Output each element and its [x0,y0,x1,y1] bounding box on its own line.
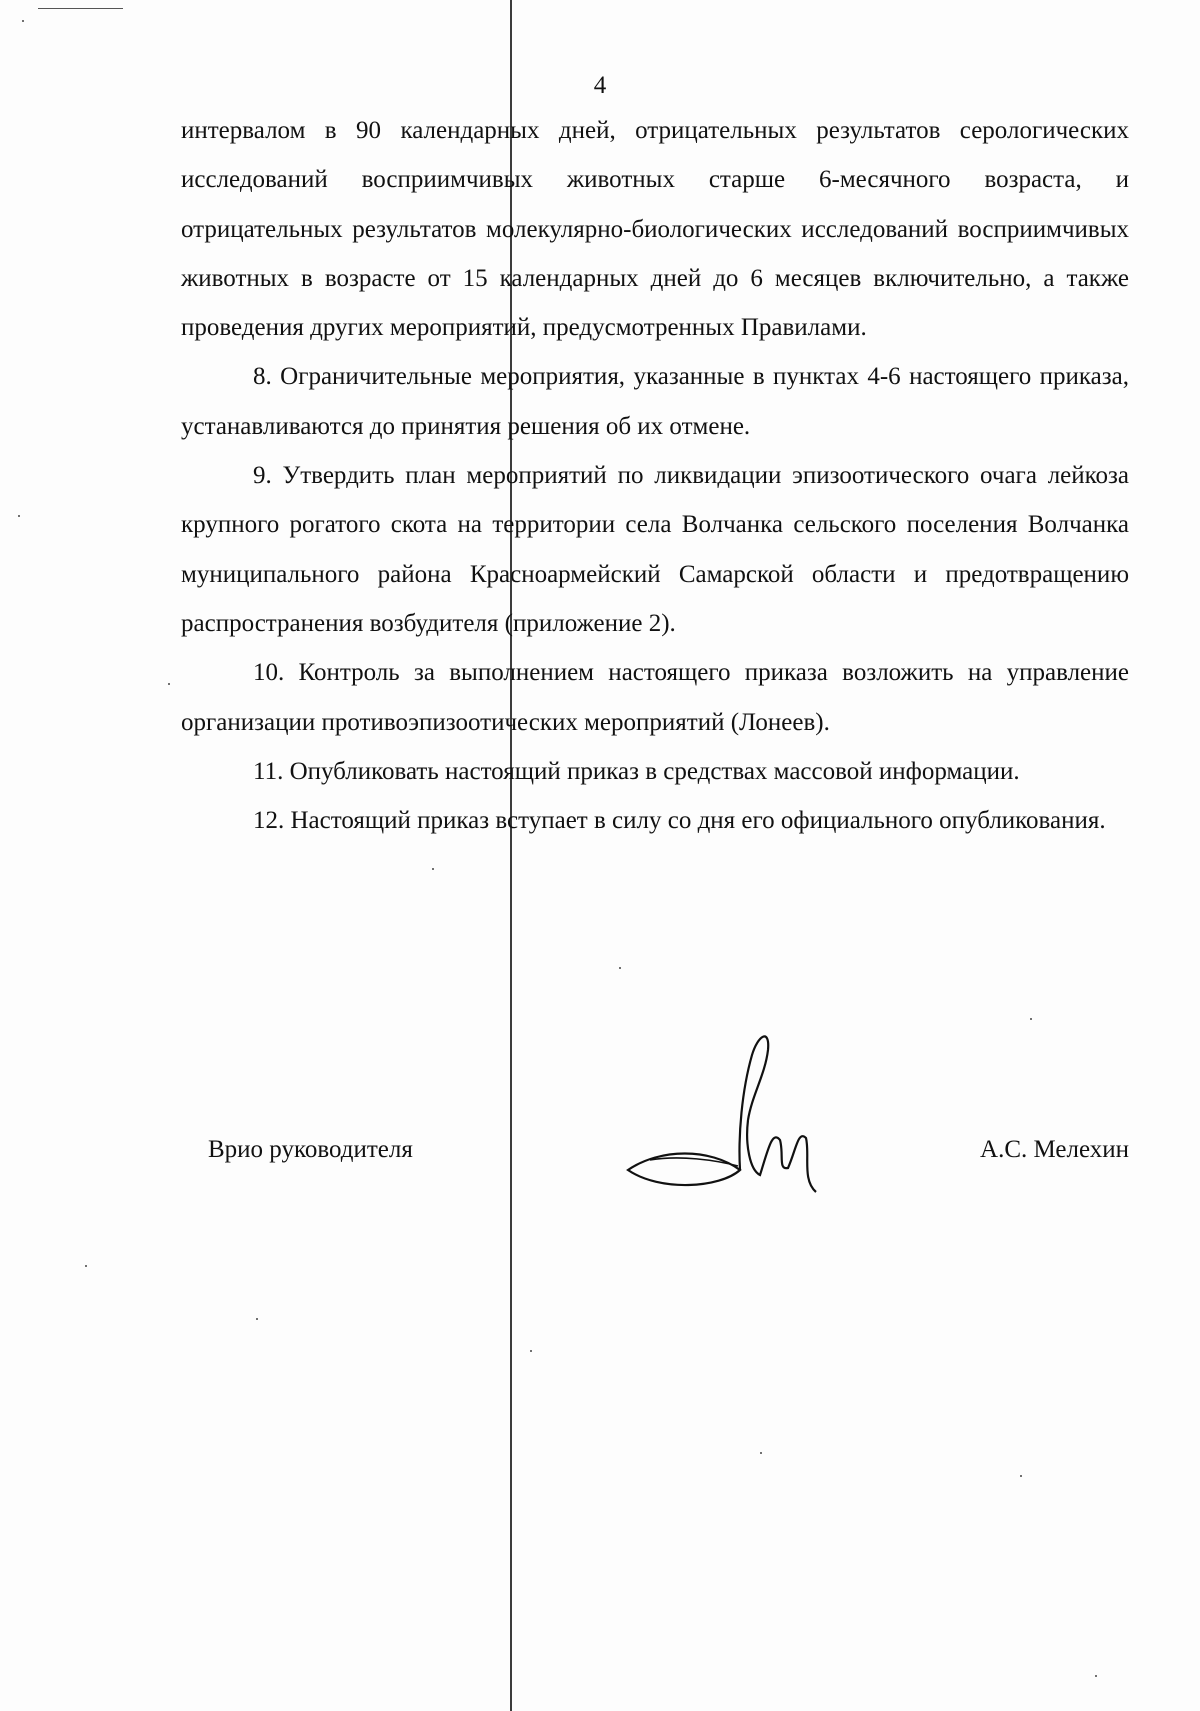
signatory-role: Врио руководителя [208,1136,413,1163]
scan-speck [1020,1475,1022,1477]
signatory-name: А.С. Мелехин [980,1136,1129,1163]
scan-corner-mark [38,8,123,9]
handwritten-signature [620,1020,840,1200]
page-number: 4 [593,72,607,99]
paragraph-12: 12. Настоящий приказ вступает в силу со дня его официального опубликования. [253,807,1106,835]
scan-speck [85,1265,87,1267]
scan-speck [22,20,24,22]
paragraph-10: 10. Контроль за выполнением настоящего приказа возложить на управление организации противоэпизоотических мероприятий (Лонеев). [181,659,1129,736]
scan-speck [256,1318,258,1320]
scan-speck [168,683,170,685]
paragraph-9: 9. Утвердить план мероприятий по ликвидации эпизоотического очага лейкоза крупного рогатого скота на территории села Волчанка сельского поселения Волчанка муниципального района Красноармейский Самарской области и предотвращению распространения возбудителя (приложение 2). [181,462,1129,637]
scan-speck [530,1350,532,1352]
scan-speck [18,515,20,517]
paragraph-continuation: интервалом в 90 календарных дней, отрицательных результатов серологических исследований восприимчивых животных старше 6-месячного возраста, и отрицательных результатов молекулярно-биологических исследований восприимчивых животных в возрасте от 15 календарных дней до 6 месяцев включительно, а также проведения других мероприятий, предусмотренных Правилами. [181,117,1129,342]
paragraph-8: 8. Ограничительные мероприятия, указанные в пунктах 4-6 настоящего приказа, устанавливаются до принятия решения об их отмене. [181,363,1129,440]
scan-speck [760,1452,762,1454]
scan-speck [619,967,621,969]
document-body [181,106,1129,845]
scan-speck [1095,1675,1097,1677]
scan-speck [1030,1018,1032,1020]
scan-speck [432,868,434,870]
paragraph-11: 11. Опубликовать настоящий приказ в средствах массовой информации. [253,757,1020,785]
